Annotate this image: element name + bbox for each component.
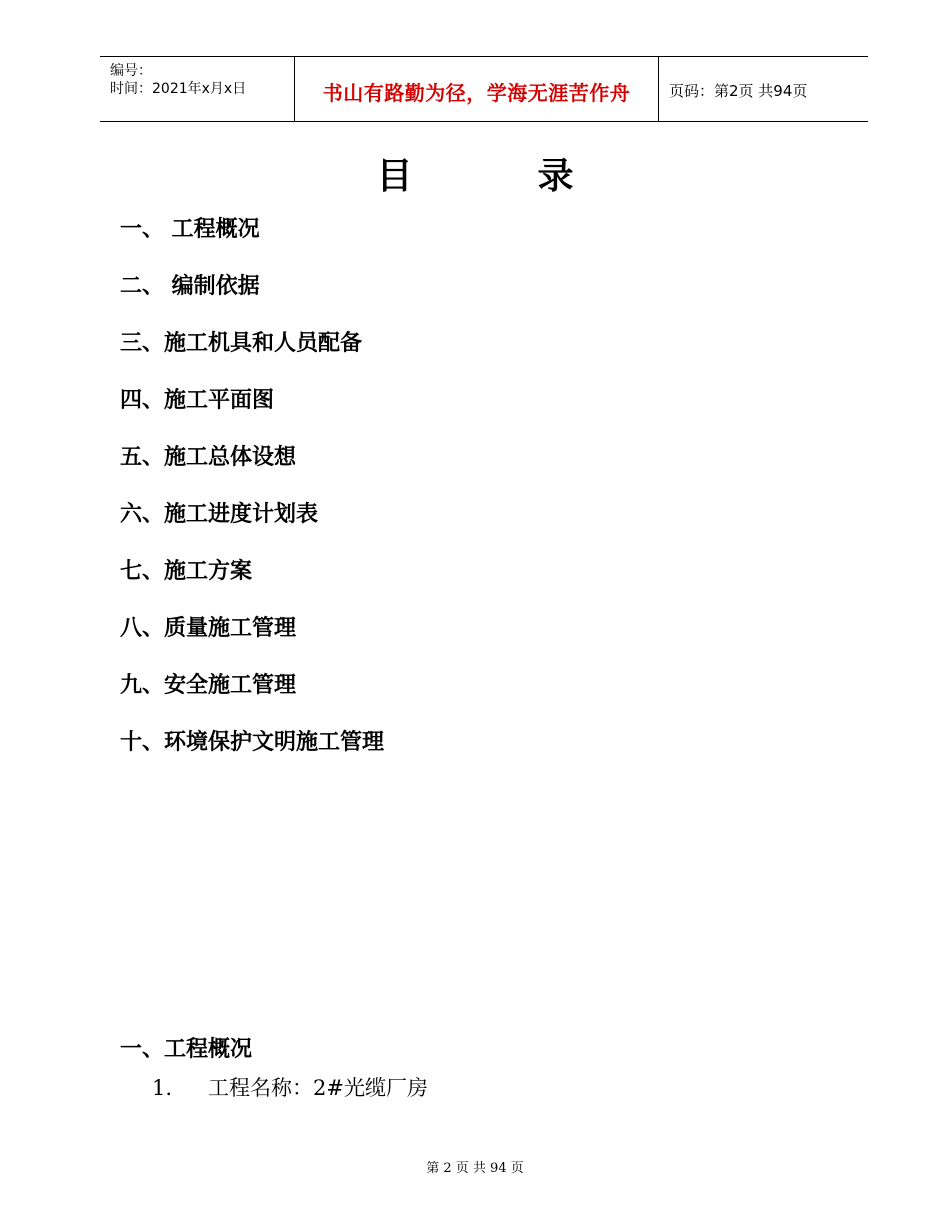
toc-item: 二、 编制依据 xyxy=(120,274,260,299)
toc-title-right: 录 xyxy=(537,156,574,197)
header-page-cell xyxy=(659,57,868,121)
toc-item: 一、 工程概况 xyxy=(120,217,260,242)
page-header xyxy=(100,56,868,122)
body-list-item xyxy=(152,1072,428,1102)
page-footer: 第 2 页 共 94 页 xyxy=(426,1161,524,1176)
toc-item: 四、施工平面图 xyxy=(120,388,275,413)
toc-title xyxy=(0,148,950,199)
toc-list xyxy=(120,212,384,782)
section-heading: 一、工程概况 xyxy=(120,1037,253,1062)
toc-item: 七、施工方案 xyxy=(120,559,253,584)
toc-item: 八、质量施工管理 xyxy=(120,616,297,641)
item-text: 工程名称：2#光缆厂房 xyxy=(208,1076,428,1100)
toc-item: 九、安全施工管理 xyxy=(120,673,297,698)
header-motto-cell xyxy=(295,57,659,121)
toc-item: 六、施工进度计划表 xyxy=(120,502,319,527)
header-meta-cell xyxy=(100,57,295,121)
toc-item: 三、施工机具和人员配备 xyxy=(120,331,363,356)
time-label: 时间：2021年x月x日 xyxy=(110,81,247,97)
toc-title-left: 目 xyxy=(376,156,413,197)
toc-item: 十、环境保护文明施工管理 xyxy=(120,730,385,755)
motto-text: 书山有路勤为径，学海无涯苦作舟 xyxy=(322,81,631,105)
item-number: 1. xyxy=(152,1076,173,1100)
serial-label: 编号： xyxy=(110,63,152,79)
header-page-info: 页码：第2页 共94页 xyxy=(669,82,808,100)
toc-item: 五、施工总体设想 xyxy=(120,445,297,470)
